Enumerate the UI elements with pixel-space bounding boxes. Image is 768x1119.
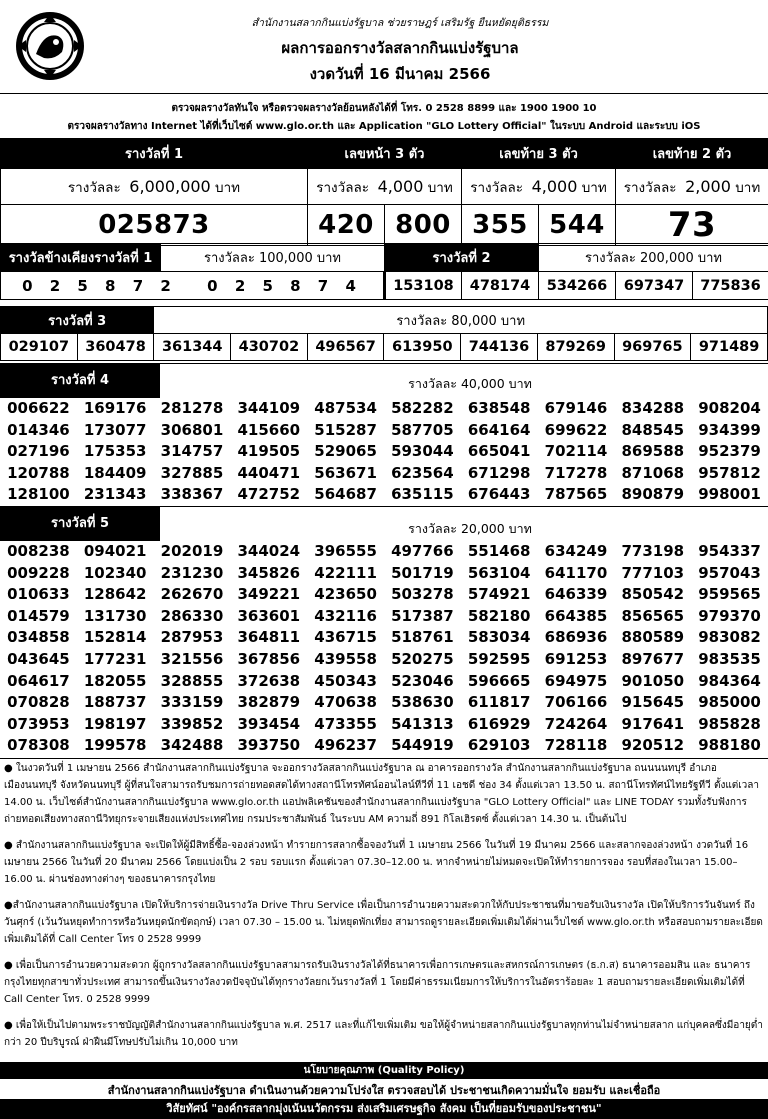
fifth-prize-number: 177231 [83, 649, 147, 668]
fifth-prize-number: 523046 [391, 671, 454, 690]
prize-number-row [0, 463, 768, 485]
fifth-prize-number: 538630 [391, 693, 454, 712]
fourth-prize-number: 871068 [621, 463, 685, 482]
near-first-amount: รางวัลละ 100,000 บาท [161, 244, 385, 272]
fifth-prize-number: 094021 [83, 542, 147, 560]
prize-number-row [0, 420, 768, 442]
fifth-prize-number: 518761 [391, 628, 454, 647]
fifth-prize-number: 917641 [621, 714, 685, 733]
fifth-prize-number: 034858 [7, 628, 70, 647]
fifth-prize-number: 897677 [621, 649, 685, 668]
fifth-prize-number: 915645 [621, 693, 685, 712]
fifth-prize-number: 333159 [160, 693, 224, 712]
third-prize-number: 360478 [77, 334, 154, 361]
fifth-prize-header: รางวัลที่ 5 [0, 507, 160, 541]
fifth-prize-number: 363601 [237, 606, 301, 625]
fourth-prize-number: 006622 [7, 399, 70, 417]
prize-number-row [0, 484, 768, 506]
note-paragraph: ● เพื่อให้เป็นไปตามพระราชบัญญัติสำนักงานสลากกินแบ่งรัฐบาล พ.ศ. 2517 และที่แก้ไขเพิ่มเติม ขอให้ผู้จำหน่ายสลากกินแบ่งรัฐบาลทุกท่านไม่จำหน่ายสลาก แก่บุคคลซึ่งมีอายุต่ำกว่า 20 ปีบริบูรณ์ ฝ่าฝืนมีโทษปรับไม่เกิน 10,000 บาท [4, 1020, 763, 1048]
front3-number: 800 [385, 205, 462, 246]
front3-number: 420 [308, 205, 385, 246]
check-phone-text: ตรวจผลรางวัลทันใจ หรือตรวจผลรางวัลย้อนหลังได้ที่ โทร. 0 2528 8899 และ 1900 1900 10 [171, 103, 597, 114]
third-prize-table [0, 306, 768, 361]
fifth-prize-number: 188737 [83, 693, 147, 712]
fifth-prize-amount: รางวัลละ 20,000 บาท [408, 521, 532, 536]
note-paragraph: ●สำนักงานสลากกินแบ่งรัฐบาล เปิดให้บริการจ่ายเงินรางวัล Drive Thru Service เพื่อเป็นการอำนวยความสะดวกให้กับประชาชนที่มาขอรับเงินรางวัล เปิดให้บริการวันจันทร์ ถึงวันศุกร์ (เว้นวันหยุดทำการหรือวันหยุดนักขัตฤกษ์) เวลา 07.30 – 15.00 น. ไม่หยุดพักเที่ยง สามารถดูรายละเอียดเพิ่มเติมได้ผ่านเว็บไซต์ www.glo.or.th หรือสอบถามรายละเอียด เพิ่มเติมได้ที่ Call Center โทร 0 2528 9999 [4, 900, 763, 945]
fifth-prize-number: 393454 [237, 714, 301, 733]
back3-amount: รางวัลละ 4,000 บาท [462, 169, 616, 205]
fourth-prize-number: 472752 [237, 485, 301, 504]
second-prize-number: 534266 [539, 272, 616, 300]
glo-emblem-icon [14, 10, 86, 82]
quality-policy-heading: นโยบายคุณภาพ (Quality Policy) [0, 1062, 768, 1079]
divider [0, 93, 768, 94]
vision-banner: วิสัยทัศน์ "องค์กรสลากมุ่งเน้นนวัตกรรม ส่งเสริมเศรษฐกิจ สังคม เป็นที่ยอมรับของประชาชน" [0, 1099, 768, 1119]
first-prize-header: รางวัลที่ 1 [1, 139, 308, 169]
fifth-prize-number: 349221 [237, 585, 301, 604]
page-title: ผลการออกรางวัลสลากกินแบ่งรัฐบาล [281, 39, 519, 57]
fourth-prize-number: 120788 [7, 463, 70, 482]
fourth-prize-number: 587705 [391, 420, 454, 439]
fourth-prize-number: 702114 [544, 442, 608, 461]
fourth-prize-numbers [0, 398, 768, 506]
divider [0, 758, 768, 759]
fifth-prize-number: 629103 [467, 736, 531, 755]
fifth-prize-number: 393750 [237, 736, 301, 755]
fifth-prize-number: 694975 [544, 671, 608, 690]
fifth-prize-number: 517387 [391, 606, 454, 625]
fourth-prize-number: 952379 [698, 442, 761, 461]
fifth-prize-number: 262670 [160, 585, 224, 604]
fourth-prize-number: 998001 [698, 485, 761, 504]
prize-number-row [0, 671, 768, 693]
prize-number-row [0, 735, 768, 757]
fourth-prize-number: 529065 [314, 442, 377, 461]
fourth-prize-number: 415660 [237, 420, 301, 439]
fifth-prize-number: 920512 [621, 736, 685, 755]
fifth-prize-number: 646339 [544, 585, 608, 604]
fifth-prize-number: 339852 [160, 714, 224, 733]
fifth-prize-number: 563104 [467, 563, 531, 582]
prize-number-row [0, 606, 768, 628]
fifth-prize-number: 641170 [544, 563, 608, 582]
near-first-header: รางวัลข้างเคียงรางวัลที่ 1 [1, 244, 161, 272]
fifth-prize-number: 616929 [467, 714, 531, 733]
fourth-prize-number: 314757 [160, 442, 224, 461]
fifth-prize-number: 199578 [83, 736, 147, 755]
fifth-prize-number: 634249 [544, 542, 608, 560]
fifth-prize-number: 202019 [160, 542, 224, 560]
fourth-prize-number: 173077 [83, 420, 147, 439]
fifth-prize-number: 014579 [7, 606, 70, 625]
fifth-prize-number: 344024 [237, 542, 301, 560]
fourth-prize-number: 869588 [621, 442, 685, 461]
fifth-prize-number: 686936 [544, 628, 608, 647]
note-paragraph: ● ในงวดวันที่ 1 เมษายน 2566 สำนักงานสลากกินแบ่งรัฐบาล จะออกรางวัลสลากกินแบ่งรัฐบาล ณ อาคารออกรางวัล สำนักงานสลากกินแบ่งรัฐบาล ถนนนนทบุรี อำเภอเมืองนนทบุรี จังหวัดนนทบุรี ผู้ที่สนใจสามารถรับชมการถ่ายทอดสดได้ทางสถานีโทรทัศน์ออนไลน์ทีวีที่ 11 เอชดี ช่อง 34 ตั้งแต่เวลา 13.50 น. สถานีโทรทัศน์ไทยรัฐทีวี ตั้งแต่เวลา 14.00 น. เว็บไซต์สำนักงานสลากกินแบ่งรัฐบาล www.glo.or.th แอปพลิเคชันของสำนักงานสลากกินแบ่งรัฐบาล "GLO Lottery Official" และ LINE TODAY รวมทั้งรับฟังการถ่ายทอดเสียงทางสถานีวิทยุกระจายเสียงแห่งประเทศไทย กรมประชาสัมพันธ์ ในระบบ AM ความถี่ 891 กิโลเฮิรตซ์ ตั้งแต่เวลา 14.30 น. เป็นต้นไป [4, 763, 760, 825]
fourth-prize-number: 487534 [314, 399, 377, 417]
fourth-prize-number: 676443 [467, 485, 531, 504]
fourth-prize-section [0, 363, 768, 506]
fourth-prize-header: รางวัลที่ 4 [0, 364, 160, 398]
fifth-prize-number: 396555 [314, 542, 377, 560]
fifth-prize-number: 064617 [7, 671, 70, 690]
prize-number-row [0, 627, 768, 649]
near-second-table [0, 243, 768, 300]
fifth-prize-number: 432116 [314, 606, 377, 625]
fifth-prize-number: 582180 [467, 606, 531, 625]
back2-number: 73 [616, 205, 768, 246]
fifth-prize-number: 286330 [160, 606, 224, 625]
fifth-prize-number: 664385 [544, 606, 608, 625]
fifth-prize-number: 583034 [467, 628, 531, 647]
fifth-prize-number: 328855 [160, 671, 224, 690]
fifth-prize-number: 008238 [7, 542, 70, 560]
fifth-prize-number: 078308 [7, 736, 70, 755]
fifth-prize-number: 596665 [467, 671, 531, 690]
fifth-prize-number: 706166 [544, 693, 608, 712]
second-prize-number: 775836 [693, 272, 768, 300]
fifth-prize-number: 850542 [621, 585, 685, 604]
fourth-prize-number: 169176 [83, 399, 147, 417]
fifth-prize-number: 152814 [83, 628, 147, 647]
fifth-prize-number: 724264 [544, 714, 608, 733]
second-prize-amount: รางวัลละ 200,000 บาท [539, 244, 768, 272]
fourth-prize-number: 338367 [160, 485, 224, 504]
note-paragraph: ● สำนักงานสลากกินแบ่งรัฐบาล จะเปิดให้ผู้มีสิทธิ์ซื้อ-จองล่วงหน้า ทำรายการสลากซื้อจองวันที่ 1 เมษายน 2566 ในวันที่ 19 มีนาคม 2566 และสลากจองล่วงหน้า งวดวันที่ 16 เมษายน 2566 ในวันที่ 20 มีนาคม 2566 โดยแบ่งเป็น 2 รอบ รอบแรก ตั้งแต่เวลา 07.30–12.00 น. หากจำหน่ายไม่หมดจะเปิดให้ทำรายการจอง รอบที่สองในเวลา 15.00–16.00 น. ผ่านช่องทางต่างๆ ของธนาคารกรุงไทย [4, 840, 749, 885]
fifth-prize-number: 342488 [160, 736, 224, 755]
fifth-prize-number: 128642 [83, 585, 147, 604]
fourth-prize-number: 027196 [7, 442, 70, 461]
agency-motto: สำนักงานสลากกินแบ่งรัฐบาล ช่วยราษฎร์ เสริมรัฐ ยืนหยัดยุติธรรม [251, 17, 549, 29]
third-prize-number: 613950 [384, 334, 461, 361]
fifth-prize-number: 497766 [391, 542, 454, 560]
fifth-prize-number: 473355 [314, 714, 377, 733]
fifth-prize-number: 364811 [237, 628, 301, 647]
back3-number: 355 [462, 205, 539, 246]
front3-header: เลขหน้า 3 ตัว [308, 139, 462, 169]
prize-number-row [0, 398, 768, 420]
near-first-number: 0 2 5 8 7 2 [22, 277, 177, 295]
fifth-prize-number: 321556 [160, 649, 224, 668]
fifth-prize-number: 287953 [160, 628, 224, 647]
fifth-prize-number: 470638 [314, 693, 377, 712]
fifth-prize-number: 043645 [7, 649, 70, 668]
fifth-prize-number: 983082 [698, 628, 761, 647]
fourth-prize-number: 717278 [544, 463, 608, 482]
second-prize-header: รางวัลที่ 2 [385, 244, 539, 272]
fifth-prize-number: 070828 [7, 693, 70, 712]
third-prize-number: 496567 [307, 334, 384, 361]
fourth-prize-number: 665041 [467, 442, 531, 461]
fifth-prize-number: 954337 [698, 542, 761, 560]
fifth-prize-number: 541313 [391, 714, 454, 733]
third-prize-header: รางวัลที่ 3 [1, 307, 154, 334]
fifth-prize-number: 496237 [314, 736, 377, 755]
fifth-prize-number: 979370 [698, 606, 761, 625]
fourth-prize-number: 419505 [237, 442, 301, 461]
third-prize-number: 430702 [231, 334, 308, 361]
fourth-prize-number: 593044 [391, 442, 454, 461]
fifth-prize-number: 728118 [544, 736, 608, 755]
fifth-prize-number: 102340 [83, 563, 147, 582]
fifth-prize-number: 856565 [621, 606, 685, 625]
fifth-prize-number: 574921 [467, 585, 531, 604]
fifth-prize-number: 009228 [7, 563, 70, 582]
draw-date: งวดวันที่ 16 มีนาคม 2566 [309, 65, 491, 83]
fifth-prize-number: 422111 [314, 563, 377, 582]
fourth-prize-number: 327885 [160, 463, 224, 482]
fourth-prize-number: 563671 [314, 463, 377, 482]
fifth-prize-number: 345826 [237, 563, 301, 582]
fifth-prize-numbers [0, 541, 768, 757]
fifth-prize-number: 611817 [467, 693, 531, 712]
fifth-prize-number: 983535 [698, 649, 761, 668]
back3-number: 544 [539, 205, 616, 246]
fourth-prize-number: 671298 [467, 463, 531, 482]
third-prize-number: 361344 [154, 334, 231, 361]
second-prize-number: 697347 [616, 272, 693, 300]
fifth-prize-number: 773198 [621, 542, 685, 560]
fourth-prize-number: 306801 [160, 420, 224, 439]
fourth-prize-number: 175353 [83, 442, 147, 461]
back2-amount: รางวัลละ 2,000 บาท [616, 169, 768, 205]
second-prize-number: 153108 [385, 272, 462, 300]
fifth-prize-number: 131730 [83, 606, 147, 625]
near-first-numbers [1, 272, 385, 300]
fifth-prize-number: 439558 [314, 649, 377, 668]
fourth-prize-number: 281278 [160, 399, 224, 417]
fifth-prize-number: 382879 [237, 693, 301, 712]
fifth-prize-number: 436715 [314, 628, 377, 647]
fifth-prize-number: 957043 [698, 563, 761, 582]
fifth-prize-number: 880589 [621, 628, 685, 647]
fourth-prize-number: 623564 [391, 463, 454, 482]
fifth-prize-number: 503278 [391, 585, 454, 604]
fifth-prize-number: 959565 [698, 585, 761, 604]
fourth-prize-number: 231343 [83, 485, 147, 504]
fifth-prize-number: 367856 [237, 649, 301, 668]
third-prize-number: 971489 [691, 334, 768, 361]
fourth-prize-number: 582282 [391, 399, 454, 417]
fourth-prize-number: 128100 [7, 485, 70, 504]
fifth-prize-number: 198197 [83, 714, 147, 733]
fourth-prize-number: 699622 [544, 420, 608, 439]
third-prize-number: 879269 [537, 334, 614, 361]
fourth-prize-number: 787565 [544, 485, 608, 504]
fourth-prize-number: 908204 [698, 399, 761, 417]
fifth-prize-number: 501719 [391, 563, 454, 582]
fifth-prize-number: 423650 [314, 585, 377, 604]
fifth-prize-number: 010633 [7, 585, 70, 604]
announcement-notes [4, 760, 764, 1060]
fifth-prize-number: 231230 [160, 563, 224, 582]
first-prize-number: 025873 [1, 205, 308, 246]
fourth-prize-number: 890879 [621, 485, 685, 504]
prize-number-row [0, 692, 768, 714]
prize-number-row [0, 441, 768, 463]
fourth-prize-number: 564687 [314, 485, 377, 504]
fifth-prize-number: 520275 [391, 649, 454, 668]
note-paragraph: ● เพื่อเป็นการอำนวยความสะดวก ผู้ถูกรางวัลสลากกินแบ่งรัฐบาลสามารถรับเงินรางวัลได้ที่ธนาคารเพื่อการเกษตรและสหกรณ์การเกษตร (ธ.ก.ส) ธนาคารออมสิน และ ธนาคารกรุงไทยทุกสาขาทั่วประเทศ สามารถขึ้นเงินรางวัลงวดปัจจุบันได้ทุกรางวัลยกเว้นรางวัลที่ 1 โดยมีค่าธรรมเนียมการให้บริการในอัตราร้อยละ 1 สอบถามรายละเอียดเพิ่มเติมได้ที่ Call Center โทร. 0 2528 9999 [4, 960, 751, 1005]
third-prize-amount: รางวัลละ 80,000 บาท [154, 307, 768, 334]
quality-policy-text: สำนักงานสลากกินแบ่งรัฐบาล ดำเนินงานด้วยความโปร่งใส ตรวจสอบได้ ประชาชนเกิดความมั่นใจ ยอมรับ และเชื่อถือ [107, 1084, 661, 1097]
fourth-prize-number: 638548 [467, 399, 531, 417]
fifth-prize-section [0, 506, 768, 757]
fourth-prize-number: 440471 [237, 463, 301, 482]
fourth-prize-number: 679146 [544, 399, 608, 417]
fourth-prize-number: 014346 [7, 420, 70, 439]
fifth-prize-number: 073953 [7, 714, 70, 733]
fourth-prize-number: 344109 [237, 399, 301, 417]
fourth-prize-number: 957812 [698, 463, 761, 482]
third-prize-number: 744136 [461, 334, 538, 361]
prize-number-row [0, 649, 768, 671]
front3-amount: รางวัลละ 4,000 บาท [308, 169, 462, 205]
fifth-prize-number: 592595 [467, 649, 531, 668]
fifth-prize-number: 985828 [698, 714, 761, 733]
fifth-prize-number: 372638 [237, 671, 301, 690]
fourth-prize-number: 834288 [621, 399, 685, 417]
fifth-prize-number: 777103 [621, 563, 685, 582]
back3-header: เลขท้าย 3 ตัว [462, 139, 616, 169]
third-prize-number: 029107 [1, 334, 78, 361]
fourth-prize-number: 664164 [467, 420, 531, 439]
fifth-prize-number: 901050 [621, 671, 685, 690]
fourth-prize-number: 934399 [698, 420, 761, 439]
fourth-prize-number: 635115 [391, 485, 454, 504]
check-internet-text: ตรวจผลรางวัลทาง Internet ได้ที่เว็บไซต์ www.glo.or.th และ Application "GLO Lottery Official" ในระบบ Android และระบบ iOS [67, 121, 701, 132]
prize-number-row [0, 584, 768, 606]
second-prize-number: 478174 [462, 272, 539, 300]
fourth-prize-number: 184409 [83, 463, 147, 482]
prize-number-row [0, 563, 768, 585]
fifth-prize-number: 544919 [391, 736, 454, 755]
prize-number-row [0, 541, 768, 563]
top-prizes-table [0, 138, 768, 246]
fifth-prize-number: 988180 [698, 736, 761, 755]
fourth-prize-number: 848545 [621, 420, 685, 439]
near-first-number: 0 2 5 8 7 4 [207, 277, 362, 295]
fourth-prize-number: 515287 [314, 420, 377, 439]
fourth-prize-amount: รางวัลละ 40,000 บาท [408, 376, 532, 391]
fifth-prize-number: 984364 [698, 671, 761, 690]
first-prize-amount: รางวัลละ 6,000,000 บาท [1, 169, 308, 205]
page-header [0, 0, 768, 92]
fifth-prize-number: 450343 [314, 671, 377, 690]
prize-number-row [0, 714, 768, 736]
back2-header: เลขท้าย 2 ตัว [616, 139, 768, 169]
third-prize-number: 969765 [614, 334, 691, 361]
fifth-prize-number: 182055 [83, 671, 147, 690]
fifth-prize-number: 551468 [467, 542, 531, 560]
fifth-prize-number: 985000 [698, 693, 761, 712]
fifth-prize-number: 691253 [544, 649, 608, 668]
